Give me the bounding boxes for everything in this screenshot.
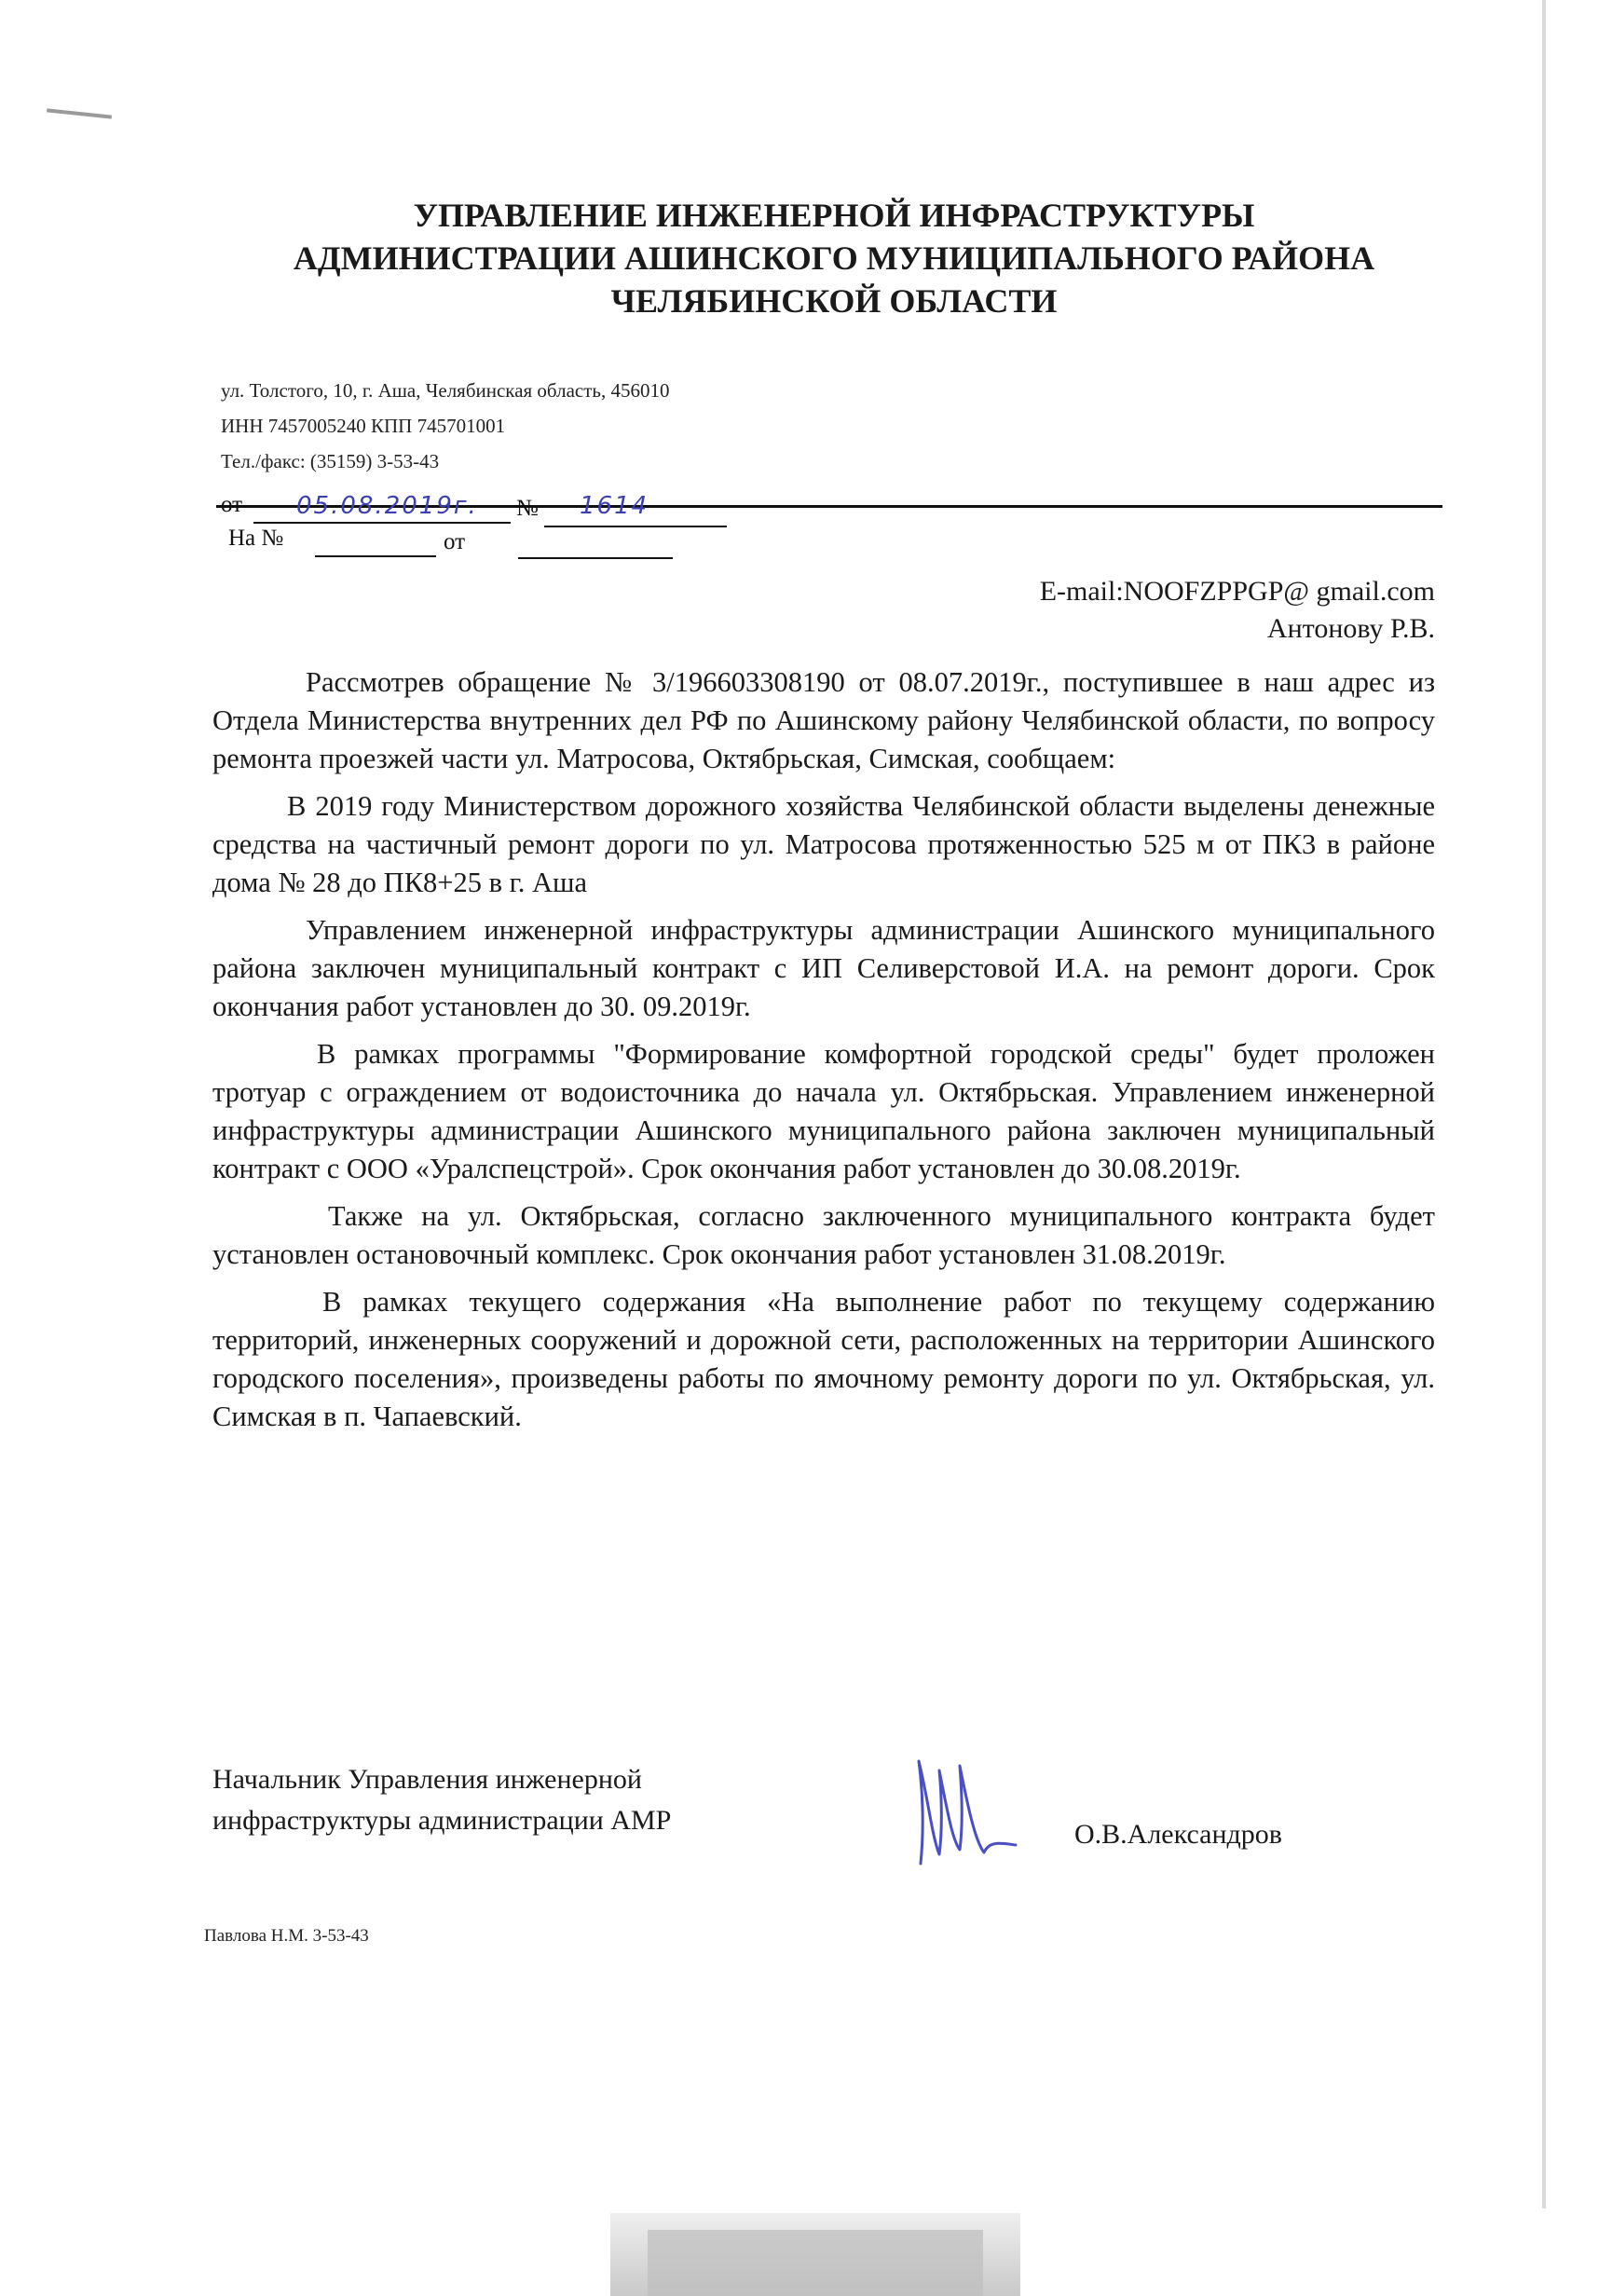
phone: Тел./факс: (35159) 3-53-43 (221, 450, 440, 472)
handwritten-signature (911, 1752, 1023, 1873)
letter-body (212, 663, 1435, 1436)
scan-mark (47, 108, 112, 118)
contact-block (221, 373, 669, 479)
reference-from-label: от (444, 529, 466, 554)
paragraph: Управлением инженерной инфраструктуры администрации Ашинского муниципального района заключен муниципальный контракт с ИП Селиверстовой И.А. на ремонт дороги. Срок окончания работ установлен до 30. 09.2019г. (212, 914, 1435, 1022)
paragraph: Рассмотрев обращение № 3/196603308190 от 08.07.2019г., поступившее в наш адрес из Отдела Министерства внутренних дел РФ по Ашинскому району Челябинской области, по вопросу ремонта проезжей части ул. Матросова, Октябрьская, Симская, сообщаем: (212, 666, 1435, 774)
letterhead-line: АДМИНИСТРАЦИИ АШИНСКОГО МУНИЦИПАЛЬНОГО РАЙОНА (293, 239, 1375, 277)
reference-date-fill-line (518, 557, 673, 559)
addressee (1040, 573, 1435, 648)
letterhead-line: ЧЕЛЯБИНСКОЙ ОБЛАСТИ (610, 282, 1058, 320)
scan-edge (1542, 0, 1546, 2208)
letterhead-line: УПРАВЛЕНИЕ ИНЖЕНЕРНОЙ ИНФРАСТРУКТУРЫ (413, 197, 1255, 234)
scan-artifact-inner (648, 2230, 983, 2296)
date-fill-line (253, 522, 511, 524)
paragraph: В рамках программы "Формирование комфортной городской среды" будет проложен тротуар с ограждением от водоисточника до начала ул. Октябрьская. Управлением инженерной инфраструктуры администрации Ашинского муниципального района заключен муниципальный контракт с ООО «Уралспецстрой». Срок окончания работ установлен до 30.08.2019г. (212, 1038, 1435, 1184)
reference-fill-line (315, 555, 436, 557)
signatory-title-line: инфраструктуры администрации АМР (212, 1805, 672, 1836)
signatory-title-line: Начальник Управления инженерной (212, 1764, 642, 1795)
letterhead (186, 194, 1482, 322)
paragraph: В 2019 году Министерством дорожного хозяйства Челябинской области выделены денежные средства на частичный ремонт дороги по ул. Матросова протяженностью 525 м от ПК3 в районе дома № 28 до ПК8+25 в г. Аша (212, 790, 1435, 898)
from-label: от (221, 492, 243, 517)
paragraph: В рамках текущего содержания «На выполнение работ по текущему содержанию территорий, инженерных сооружений и дорожной сети, расположенных на территории Ашинского городского поселения», произведены работы по ямочному ремонту дороги по ул. Октябрьская, ул. Симская в п. Чапаевский. (212, 1286, 1435, 1432)
email: E-mail:NOOFZPPGP@ gmail.com (1039, 576, 1435, 607)
paragraph: Также на ул. Октябрьская, согласно заключенного муниципального контракта будет установлен остановочный комплекс. Срок окончания работ установлен 31.08.2019г. (212, 1200, 1435, 1270)
handwritten-date: 05.08.2019г. (296, 492, 478, 520)
handwritten-number: 1614 (580, 492, 649, 520)
signatory-title (212, 1759, 671, 1841)
recipient-name: Антонову Р.В. (1266, 613, 1435, 644)
number-label: № (516, 496, 539, 521)
number-fill-line (544, 526, 727, 527)
address: ул. Толстого, 10, г. Аша, Челябинская область, 456010 (221, 379, 670, 402)
reference-label: На № (228, 526, 284, 551)
inn-kpp: ИНН 7457005240 КПП 745701001 (221, 415, 506, 437)
executor-note: Павлова Н.М. 3-53-43 (204, 1926, 369, 1946)
scan-artifact (610, 2213, 1020, 2296)
signatory-name: О.В.Александров (1074, 1819, 1282, 1850)
